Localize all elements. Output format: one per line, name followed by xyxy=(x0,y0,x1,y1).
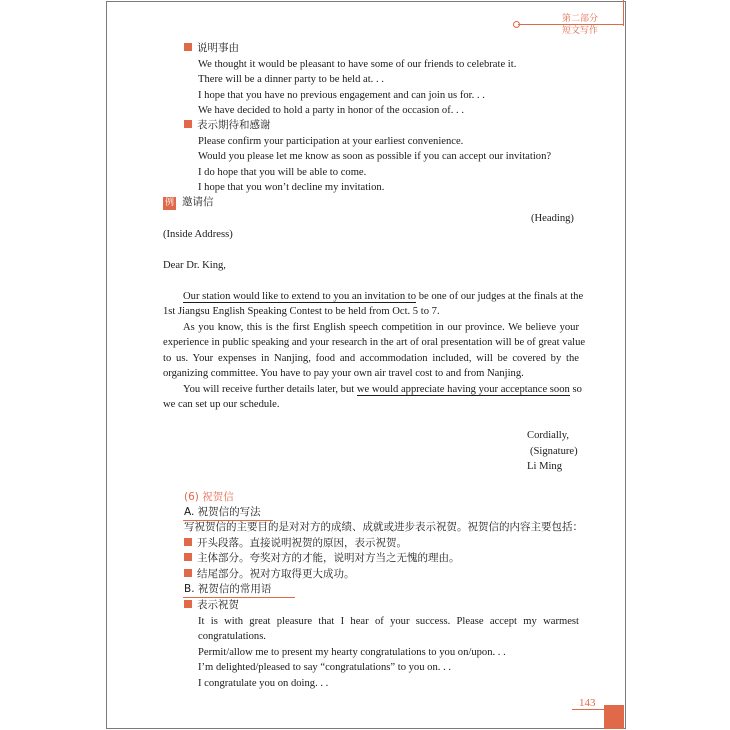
phrase-line: Would you please let me know as soon as possible if you can accept our invitation? xyxy=(198,151,552,162)
letter-inside-address: (Inside Address) xyxy=(163,229,233,240)
phrase-line: congratulations. xyxy=(198,631,266,642)
heading-explain-reason: 说明事由 xyxy=(184,42,239,55)
letter-closing: Cordially, xyxy=(527,430,569,441)
bullet-square-icon xyxy=(184,569,192,577)
letter-para2-line3: to us. Your expenses in Nanjing, food and accommodation included, will be covered by the xyxy=(163,353,579,364)
underlined-phrase: we would appreciate having your acceptance soon xyxy=(356,384,570,395)
letter-para3-line2: we can set up our schedule. xyxy=(163,399,280,410)
letter-para2-line4: organizing committee. You have to pay your own air travel cost to and from Nanjing. xyxy=(163,368,524,379)
page-corner-block xyxy=(604,705,624,729)
example-badge: 例 xyxy=(164,198,174,208)
heading-expectation-thanks: 表示期待和感谢 xyxy=(184,119,271,132)
phrase-line: I’m delighted/pleased to say “congratulations” to you on. . . xyxy=(198,662,452,673)
phrase-line: I hope that you won’t decline my invitation. xyxy=(198,182,385,193)
phrase-line: It is with great pleasure that I hear of your success. Please accept my warmest xyxy=(198,616,579,627)
page-number: 143 xyxy=(579,697,596,709)
section-title-congratulation: (6) 祝贺信 xyxy=(184,491,234,503)
phrase-line: I hope that you have no previous engagement and can join us for. . . xyxy=(198,90,485,101)
phrase-line: Permit/allow me to present my hearty congratulations to you on/upon. . . xyxy=(198,647,506,658)
phrase-line: I congratulate you on doing. . . xyxy=(198,678,329,689)
letter-para1-line1: Our station would like to extend to you an invitation to be one of our judges at the finals at the xyxy=(183,291,584,302)
letter-signature: (Signature) xyxy=(530,446,578,457)
phrase-line: There will be a dinner party to be held at. . . xyxy=(198,74,384,85)
intro-text: 写祝贺信的主要目的是对对方的成绩、成就或进步表示祝贺。祝贺信的内容主要包括： xyxy=(184,521,583,533)
heading-b-underline xyxy=(183,597,295,598)
letter-heading-placeholder: (Heading) xyxy=(531,213,574,224)
letter-sender-name: Li Ming xyxy=(527,461,563,472)
subheading-congrats: 表示祝贺 xyxy=(184,599,239,612)
header-section: 短文写作 xyxy=(561,26,598,36)
example-title: 例 邀请信 xyxy=(164,196,214,208)
heading-b: B. 祝贺信的常用语 xyxy=(184,583,272,595)
phrase-line: Please confirm your participation at your earliest convenience. xyxy=(198,136,464,147)
bullet-square-icon xyxy=(184,43,192,51)
letter-para1-line2: 1st Jiangsu English Speaking Contest to be held from Oct. 5 to 7. xyxy=(163,306,440,317)
list-item: 开头段落。直接说明祝贺的原因，表示祝贺。 xyxy=(184,537,407,550)
phrase-line: We have decided to hold a party in honor of the occasion of. . . xyxy=(198,105,464,116)
heading-a: A. 祝贺信的写法 xyxy=(184,506,261,518)
bullet-square-icon xyxy=(184,600,192,608)
list-item: 结尾部分。祝对方取得更大成功。 xyxy=(184,568,355,581)
letter-salutation: Dear Dr. King, xyxy=(163,260,226,271)
header-rule-vertical xyxy=(623,0,624,26)
list-item: 主体部分。夸奖对方的才能，说明对方当之无愧的理由。 xyxy=(184,552,460,565)
letter-para3-line1: You will receive further details later, but we would appreciate having your acceptance soon so xyxy=(183,384,582,395)
phrase-line: We thought it would be pleasant to have some of our friends to celebrate it. xyxy=(198,59,517,70)
bullet-square-icon xyxy=(184,553,192,561)
underlined-phrase: Our station would like to extend to you an invitation to xyxy=(183,291,417,302)
phrase-line: I do hope that you will be able to come. xyxy=(198,167,367,178)
header-rule xyxy=(518,24,624,25)
bullet-square-icon xyxy=(184,538,192,546)
letter-para2-line1: As you know, this is the first English speech competition in our province. We believe your xyxy=(183,322,579,333)
header-part: 第二部分 xyxy=(561,14,598,24)
letter-para2-line2: experience in public speaking and your research in the art of oral presentation will be of great value xyxy=(163,337,586,348)
bullet-square-icon xyxy=(184,120,192,128)
